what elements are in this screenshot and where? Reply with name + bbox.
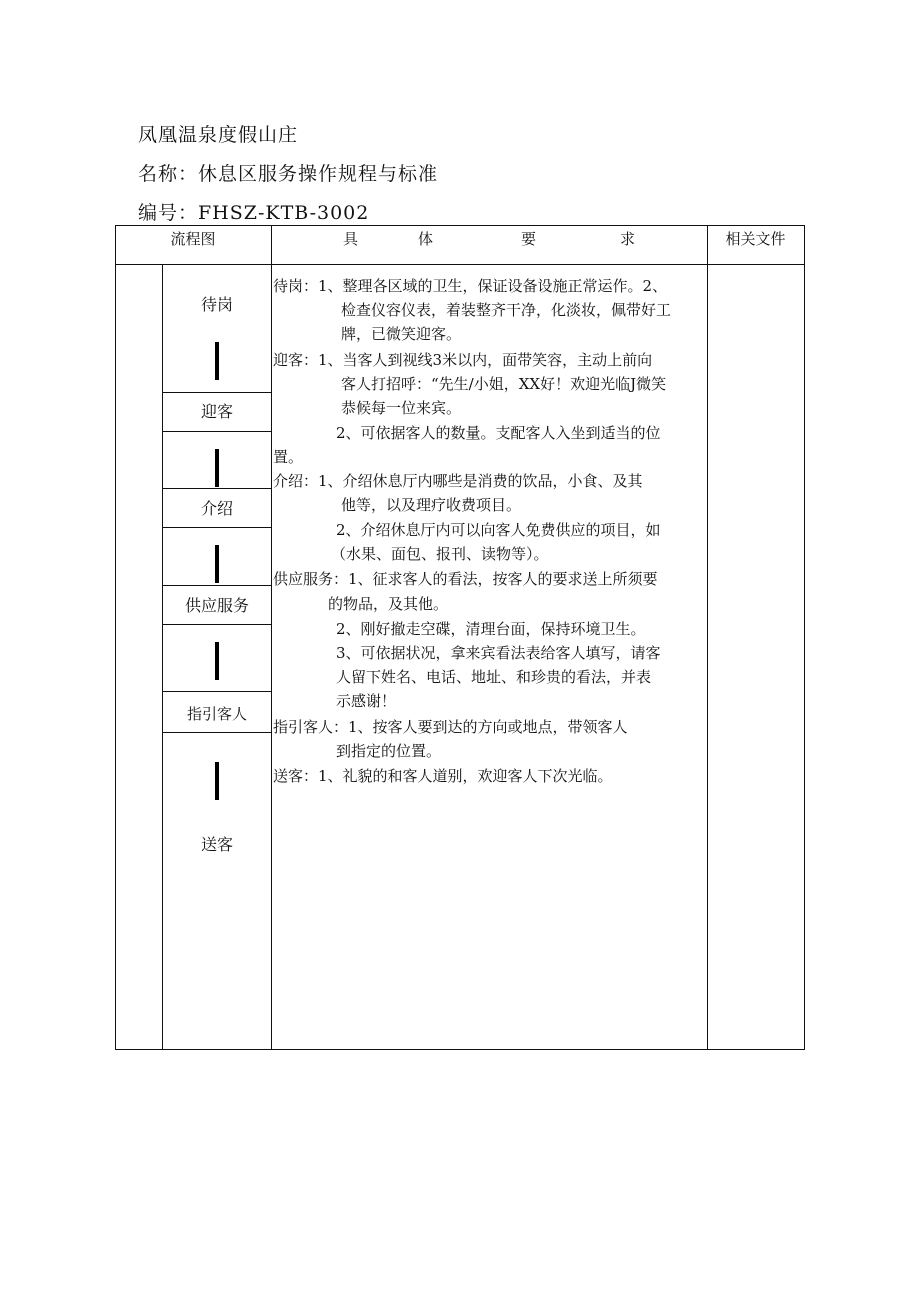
- table-bottom-border: [115, 1049, 805, 1050]
- req-line: （水果、面包、报刊、读物等）。: [331, 545, 549, 563]
- flow-connector: [215, 642, 219, 680]
- req-line: 检查仪容仪表，着装整齐干净，化淡妆，佩带好工: [341, 301, 672, 319]
- col-header-flow: 流程图: [170, 230, 216, 248]
- flow-connector: [215, 342, 219, 380]
- req-line: 人留下姓名、电话、地址、和珍贵的看法，并表: [336, 668, 652, 686]
- col-header-req-3: 要: [521, 230, 537, 248]
- flow-box-line: [162, 488, 271, 489]
- flow-box-line: [162, 624, 271, 625]
- flow-box-line: [162, 585, 271, 586]
- col-header-req-2: 体: [418, 230, 434, 248]
- req-line: 置。: [273, 448, 304, 466]
- req-line: 2、可依据客人的数量。支配客人入坐到适当的位: [336, 424, 661, 442]
- req-line: 指引客人：1、按客人要到达的方向或地点，带领客人: [273, 718, 628, 736]
- table-right-border: [804, 225, 805, 1050]
- req-line: 供应服务：1、征求客人的看法，按客人的要求送上所须要: [273, 570, 658, 588]
- col-header-req-4: 求: [620, 230, 636, 248]
- flow-box-line: [162, 431, 271, 432]
- req-line: 2、介绍休息厅内可以向客人免费供应的项目，如: [336, 521, 661, 539]
- req-line: 的物品，及其他。: [328, 595, 449, 613]
- flow-connector: [215, 762, 219, 800]
- req-line: 牌，已微笑迎客。: [341, 325, 462, 343]
- req-line: 示感谢！: [336, 692, 397, 710]
- req-line: 2、刚好撤走空碟，清理台面，保持环境卫生。: [336, 620, 646, 638]
- req-line: 到指定的位置。: [336, 742, 442, 760]
- flow-column-divider: [271, 225, 272, 1050]
- req-line: 3、可依据状况，拿来宾看法表给客人填写，请客: [336, 644, 661, 662]
- flow-step-guide: 指引客人: [186, 705, 247, 723]
- flow-step-introduce: 介绍: [200, 499, 233, 518]
- document-title: 名称：休息区服务操作规程与标准: [138, 163, 439, 185]
- header-row-divider: [115, 264, 805, 265]
- flow-box-line: [162, 691, 271, 692]
- flow-step-farewell: 送客: [200, 835, 233, 854]
- document-code: 编号：FHSZ-KTB-3002: [138, 202, 370, 224]
- flow-connector: [215, 545, 219, 583]
- req-line: 送客：1、礼貌的和客人道别，欢迎客人下次光临。: [273, 767, 613, 785]
- flow-inner-line: [162, 264, 163, 1050]
- req-line: 他等，以及理疗收费项目。: [341, 496, 522, 514]
- related-column-divider: [707, 225, 708, 1050]
- table-left-border: [115, 225, 116, 1050]
- req-line: 客人打招呼：“先生/小姐，XX好！欢迎光临J微笑: [341, 375, 667, 393]
- table-top-border: [115, 225, 805, 226]
- flow-connector: [215, 449, 219, 487]
- company-name: 凤凰温泉度假山庄: [138, 124, 299, 146]
- col-header-related: 相关文件: [725, 230, 786, 248]
- req-line: 介绍：1、介绍休息厅内哪些是消费的饮品，小食、及其: [273, 472, 643, 490]
- flow-box-line: [162, 392, 271, 393]
- flow-step-serve: 供应服务: [184, 596, 249, 615]
- req-line: 迎客：1、当客人到视线3米以内，面带笑容，主动上前向: [273, 351, 653, 369]
- flow-box-line: [162, 527, 271, 528]
- req-line: 恭候每一位来宾。: [341, 399, 462, 417]
- req-line: 待岗：1、整理各区域的卫生，保证设备设施正常运作。2、: [273, 277, 668, 295]
- col-header-req-1: 具: [343, 230, 359, 248]
- flow-box-line: [162, 732, 271, 733]
- flow-step-wait: 待岗: [200, 295, 233, 314]
- flow-step-greet: 迎客: [200, 402, 233, 421]
